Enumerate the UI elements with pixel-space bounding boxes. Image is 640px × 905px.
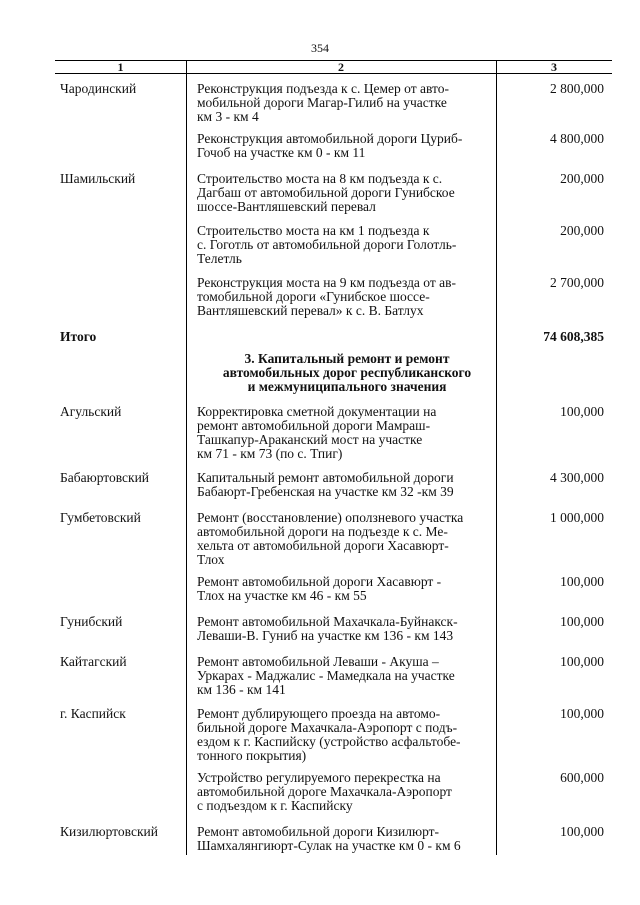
district-cell: Шамильский: [60, 171, 136, 186]
header-col3: 3: [551, 60, 557, 74]
col-divider-1: [186, 60, 187, 855]
description-cell: Ремонт автомобильной дороги Кизилюрт- Шамхалянгиюрт-Сулак на участке км 0 - км 6: [197, 824, 461, 853]
amount-cell: 1 000,000: [550, 510, 604, 525]
amount-cell: 100,000: [560, 574, 604, 589]
description-cell: Устройство регулируемого перекрестка на автомобильной дороге Махачкала-Аэропорт с подъездом к г. Каспийску: [197, 770, 452, 813]
header-col1: 1: [117, 60, 124, 74]
district-cell: Чародинский: [60, 81, 137, 96]
description-cell: Ремонт автомобильной дороги Хасавюрт - Тлох на участке км 46 - км 55: [197, 574, 442, 603]
table-header: [55, 60, 612, 74]
amount-cell: 200,000: [560, 171, 604, 186]
amount-cell: 100,000: [560, 706, 604, 721]
header-col2: 2: [338, 60, 344, 74]
description-cell: Строительство моста на км 1 подъезда к с. Гоготль от автомобильной дороги Голотль- Телетль: [197, 223, 457, 266]
description-cell: Капитальный ремонт автомобильной дороги Бабаюрт-Гребенская на участке км 32 -км 39: [197, 470, 454, 499]
amount-cell: 2 800,000: [550, 81, 604, 96]
district-cell: Гумбетовский: [60, 510, 141, 525]
amount-cell: 100,000: [560, 824, 604, 839]
description-cell: Ремонт автомобильной Леваши - Акуша – Уркарах - Маджалис - Мамедкала на участке км 136 - км 141: [197, 654, 455, 697]
amount-cell: 200,000: [560, 223, 604, 238]
description-cell: Корректировка сметной документации на ремонт автомобильной дороги Мамраш- Ташкапур-Араканский мост на участке км 71 - км 73 (по с. Тпиг): [197, 404, 437, 461]
amount-cell: 4 300,000: [550, 470, 604, 485]
district-cell: Гунибский: [60, 614, 123, 629]
description-cell: Ремонт автомобильной Махачкала-Буйнакск- Леваши-В. Гуниб на участке км 136 - км 143: [197, 614, 458, 643]
section-title: 3. Капитальный ремонт и ремонт автомобильных дорог республиканского и межмуниципального значения: [222, 351, 472, 394]
district-cell: г. Каспийск: [60, 706, 126, 721]
amount-cell: 100,000: [560, 614, 604, 629]
page-number: 354: [311, 41, 329, 55]
description-cell: Ремонт (восстановление) оползневого участка автомобильной дороги на подъезде к с. Ме- хельта от автомобильной дороги Хасавюрт- Тлох: [197, 510, 464, 567]
district-cell: Кайтагский: [60, 654, 127, 669]
amount-cell: 600,000: [560, 770, 604, 785]
description-cell: Ремонт дублирующего проезда на автомо- бильной дороге Махачкала-Аэропорт с подъ- ездом к г. Каспийску (устройство асфальтобе- тонного покрытия): [197, 706, 461, 763]
district-cell: Бабаюртовский: [60, 470, 150, 485]
total-amount: 74 608,385: [543, 329, 604, 344]
amount-cell: 100,000: [560, 654, 604, 669]
description-cell: Реконструкция моста на 9 км подъезда от ав- томобильной дороги «Гунибское шоссе- Вантляшевский перевал» к с. В. Батлух: [197, 275, 457, 318]
amount-cell: 2 700,000: [550, 275, 604, 290]
district-cell: Агульский: [60, 404, 122, 419]
district-cell: Кизилюртовский: [60, 824, 158, 839]
total-label: Итого: [60, 329, 97, 344]
description-cell: Строительство моста на 8 км подъезда к с. Дагбаш от автомобильной дороги Гунибское шоссе-Вантляшевский перевал: [197, 171, 455, 214]
description-cell: Реконструкция подъезда к с. Цемер от авто- мобильной дороги Магар-Гилиб на участке км 3 - км 4: [197, 81, 449, 124]
description-cell: Реконструкция автомобильной дороги Цуриб- Гочоб на участке км 0 - км 11: [197, 131, 463, 160]
amount-cell: 100,000: [560, 404, 604, 419]
amount-cell: 4 800,000: [550, 131, 604, 146]
